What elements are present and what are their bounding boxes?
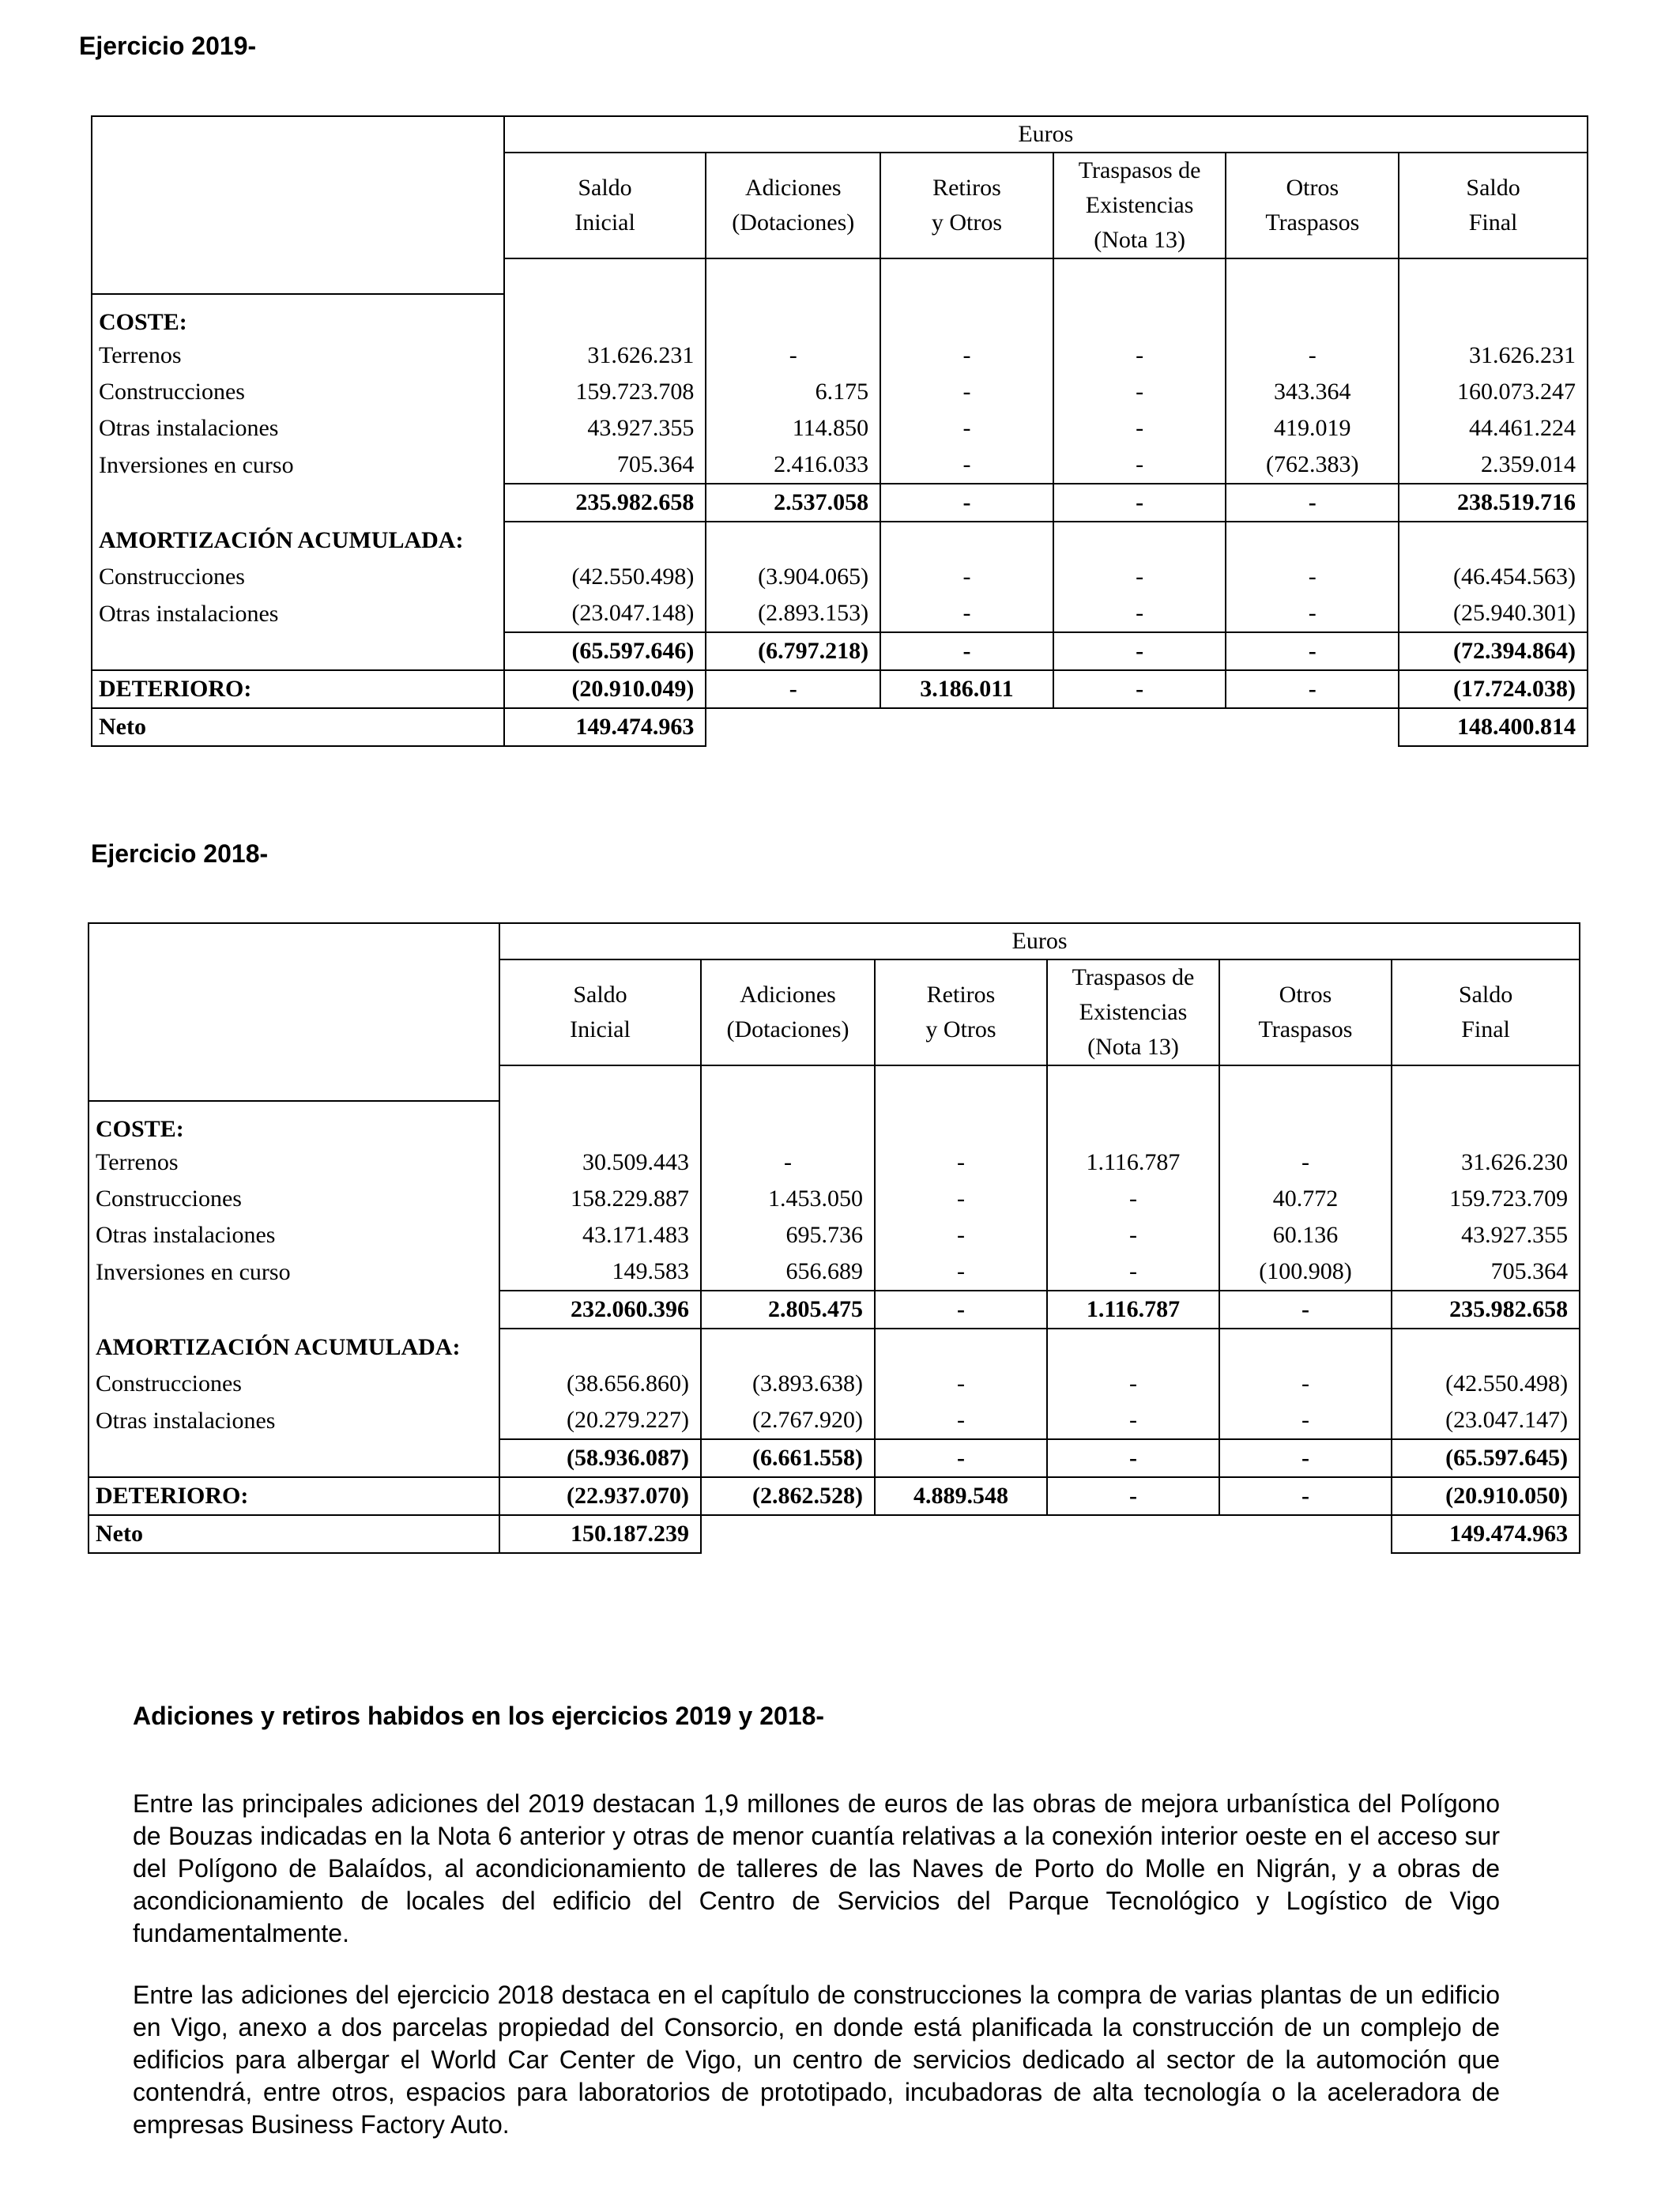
spacer-cell (1219, 1065, 1392, 1101)
value-cell (1392, 1329, 1580, 1366)
value-cell: 40.772 (1219, 1181, 1392, 1217)
section-heading-additions: Adiciones y retiros habidos en los ejercicios 2019 y 2018- (133, 1702, 825, 1730)
column-header-line: Otros (1286, 175, 1339, 201)
coste-row (92, 337, 1588, 374)
column-header-line: Existencias (1085, 192, 1194, 218)
value-cell: - (1053, 559, 1226, 595)
value-cell: - (1053, 410, 1226, 447)
value-cell: (23.047.148) (504, 595, 706, 632)
value-cell (504, 522, 706, 559)
neto-row (92, 708, 1588, 746)
spacer-cell (504, 258, 706, 294)
row-label: Construcciones (89, 1181, 499, 1217)
value-cell: (22.937.070) (499, 1477, 701, 1515)
spacer-cell (1053, 258, 1226, 294)
column-header-line: y Otros (925, 1016, 996, 1042)
column-header-saldo-inicial (504, 153, 706, 258)
value-cell: - (1053, 670, 1226, 708)
value-cell: 2.537.058 (706, 484, 880, 522)
value-cell: - (1219, 1366, 1392, 1402)
column-header-line: (Nota 13) (1087, 1034, 1179, 1060)
row-label: Terrenos (89, 1144, 499, 1181)
column-header-line: Inicial (570, 1016, 631, 1042)
value-cell (1053, 522, 1226, 559)
row-label: Inversiones en curso (92, 447, 504, 484)
column-header-line: Final (1461, 1016, 1510, 1042)
column-header-line: (Dotaciones) (726, 1016, 849, 1042)
amortizacion-row (89, 1402, 1580, 1439)
column-header-saldo-final (1392, 959, 1580, 1065)
value-cell: - (875, 1366, 1047, 1402)
value-cell: 1.453.050 (701, 1181, 875, 1217)
column-header-retiros (875, 959, 1047, 1065)
row-label-empty (92, 484, 504, 522)
value-cell: - (1226, 595, 1399, 632)
value-cell: - (1226, 632, 1399, 670)
column-header-line: Traspasos de (1078, 157, 1201, 183)
value-cell: - (1219, 1144, 1392, 1181)
value-cell (1219, 1329, 1392, 1366)
value-cell: (65.597.646) (504, 632, 706, 670)
coste-row (89, 1217, 1580, 1253)
row-label: Terrenos (92, 337, 504, 374)
section-label-amortizacion: AMORTIZACIÓN ACUMULADA: (89, 1329, 499, 1366)
section-label-amortizacion: AMORTIZACIÓN ACUMULADA: (92, 522, 504, 559)
value-cell (499, 1329, 701, 1366)
column-header-line: Traspasos de (1072, 964, 1195, 990)
value-cell: 30.509.443 (499, 1144, 701, 1181)
column-header-otros-traspasos (1226, 153, 1399, 258)
value-cell: 2.805.475 (701, 1291, 875, 1329)
value-cell: 3.186.011 (880, 670, 1053, 708)
spacer-cell (706, 258, 880, 294)
value-cell: - (1053, 447, 1226, 484)
value-cell: 705.364 (1392, 1253, 1580, 1291)
column-header-line: Saldo (573, 982, 627, 1008)
column-header-adiciones (706, 153, 880, 258)
column-header-saldo-inicial (499, 959, 701, 1065)
value-cell (1392, 1101, 1580, 1144)
header-row (89, 923, 1580, 959)
value-cell: (42.550.498) (504, 559, 706, 595)
value-cell: 31.626.231 (1399, 337, 1588, 374)
spacer-cell (1047, 1065, 1219, 1101)
row-label: Construcciones (92, 374, 504, 410)
neto-blank-cell (701, 1515, 1392, 1553)
column-header-traspasos-existencias (1053, 153, 1226, 258)
value-cell: 343.364 (1226, 374, 1399, 410)
coste-row (92, 410, 1588, 447)
value-cell: - (1219, 1477, 1392, 1515)
row-label: Otras instalaciones (92, 410, 504, 447)
coste-total-row (92, 484, 1588, 522)
value-cell (1047, 1101, 1219, 1144)
column-header-line: (Dotaciones) (732, 209, 855, 236)
coste-row (89, 1253, 1580, 1291)
value-cell: 159.723.709 (1392, 1181, 1580, 1217)
section-header-row (89, 1329, 1580, 1366)
value-cell: 695.736 (701, 1217, 875, 1253)
value-cell: - (880, 484, 1053, 522)
value-cell (499, 1101, 701, 1144)
column-header-line: Inicial (574, 209, 635, 236)
column-header-line: Final (1468, 209, 1518, 236)
value-cell: 235.982.658 (504, 484, 706, 522)
row-label-neto: Neto (92, 708, 504, 746)
row-label: Construcciones (89, 1366, 499, 1402)
value-cell: - (706, 670, 880, 708)
column-header-line: Existencias (1079, 999, 1188, 1025)
value-cell: 114.850 (706, 410, 880, 447)
value-cell: 238.519.716 (1399, 484, 1588, 522)
value-cell: - (875, 1144, 1047, 1181)
amortizacion-row (92, 595, 1588, 632)
neto-final-value: 148.400.814 (1399, 708, 1588, 746)
value-cell: (20.910.049) (504, 670, 706, 708)
value-cell (701, 1329, 875, 1366)
column-header-line: Retiros (932, 175, 1001, 201)
value-cell: (58.936.087) (499, 1439, 701, 1477)
euros-header: Euros (499, 923, 1580, 959)
deterioro-row (89, 1477, 1580, 1515)
value-cell: - (1047, 1253, 1219, 1291)
spacer-cell (880, 258, 1053, 294)
value-cell: (65.597.645) (1392, 1439, 1580, 1477)
column-header-otros-traspasos (1219, 959, 1392, 1065)
value-cell (875, 1101, 1047, 1144)
value-cell: (38.656.860) (499, 1366, 701, 1402)
euros-header: Euros (504, 116, 1588, 153)
neto-final-value: 149.474.963 (1392, 1515, 1580, 1553)
section-label-deterioro: DETERIORO: (92, 670, 504, 708)
value-cell: 158.229.887 (499, 1181, 701, 1217)
fixed-assets-table-2019 (91, 115, 1588, 747)
value-cell: - (1226, 484, 1399, 522)
value-cell: - (1047, 1366, 1219, 1402)
value-cell: - (880, 595, 1053, 632)
value-cell: - (880, 632, 1053, 670)
value-cell: 6.175 (706, 374, 880, 410)
value-cell: - (880, 410, 1053, 447)
value-cell: - (880, 447, 1053, 484)
value-cell (1047, 1329, 1219, 1366)
value-cell: (762.383) (1226, 447, 1399, 484)
value-cell: - (1053, 595, 1226, 632)
value-cell (706, 522, 880, 559)
value-cell (880, 294, 1053, 337)
coste-row (89, 1144, 1580, 1181)
value-cell: - (875, 1217, 1047, 1253)
value-cell: 232.060.396 (499, 1291, 701, 1329)
value-cell: 235.982.658 (1392, 1291, 1580, 1329)
spacer-cell (1226, 258, 1399, 294)
section-label-coste: COSTE: (89, 1101, 499, 1144)
value-cell: 4.889.548 (875, 1477, 1047, 1515)
value-cell: 31.626.231 (504, 337, 706, 374)
amortizacion-row (92, 559, 1588, 595)
value-cell: 705.364 (504, 447, 706, 484)
neto-initial-value: 149.474.963 (504, 708, 706, 746)
paragraph-additions-2018: Entre las adiciones del ejercicio 2018 destaca en el capítulo de construcciones la compra de varias plantas de un edificio en Vigo, anexo a dos parcelas propiedad del Consorcio, en donde está planificada la construcción de un complejo de edificios para albergar el World Car Center de Vigo, un centro de servicios dedicado al sector de la automoción que contendrá, entre otros, espacios para laboratorios de prototipado, incubadoras de alta tecnología o la aceleradora de empresas Business Factory Auto. (133, 1981, 1500, 2139)
value-cell (706, 294, 880, 337)
section-label-deterioro: DETERIORO: (89, 1477, 499, 1515)
neto-initial-value: 150.187.239 (499, 1515, 701, 1553)
heading-2019: Ejercicio 2019- (79, 32, 257, 60)
value-cell: (23.047.147) (1392, 1402, 1580, 1439)
row-label-empty (92, 632, 504, 670)
row-label: Inversiones en curso (89, 1253, 499, 1291)
value-cell: 419.019 (1226, 410, 1399, 447)
spacer-cell (499, 1065, 701, 1101)
row-label: Otras instalaciones (89, 1402, 499, 1439)
value-cell: - (880, 559, 1053, 595)
fixed-assets-table-2018 (88, 922, 1580, 1554)
value-cell (504, 294, 706, 337)
column-header-line: Saldo (1458, 982, 1513, 1008)
value-cell: - (1053, 632, 1226, 670)
value-cell: - (706, 337, 880, 374)
value-cell: 160.073.247 (1399, 374, 1588, 410)
value-cell (1219, 1101, 1392, 1144)
column-header-line: Traspasos (1265, 209, 1360, 236)
value-cell: (2.893.153) (706, 595, 880, 632)
value-cell: (42.550.498) (1392, 1366, 1580, 1402)
column-header-saldo-final (1399, 153, 1588, 258)
value-cell: (2.767.920) (701, 1402, 875, 1439)
neto-row (89, 1515, 1580, 1553)
value-cell: - (1053, 374, 1226, 410)
value-cell (1226, 522, 1399, 559)
value-cell: - (875, 1181, 1047, 1217)
value-cell: - (1226, 559, 1399, 595)
heading-2018: Ejercicio 2018- (91, 839, 269, 868)
coste-row (92, 374, 1588, 410)
section-label-coste: COSTE: (92, 294, 504, 337)
neto-blank-cell (706, 708, 1399, 746)
value-cell: - (1226, 337, 1399, 374)
spacer-cell (1399, 258, 1588, 294)
value-cell: 60.136 (1219, 1217, 1392, 1253)
value-cell: 44.461.224 (1399, 410, 1588, 447)
section-header-row (89, 1101, 1580, 1144)
value-cell (1226, 294, 1399, 337)
value-cell: 2.359.014 (1399, 447, 1588, 484)
value-cell (880, 522, 1053, 559)
value-cell (701, 1101, 875, 1144)
value-cell (1053, 294, 1226, 337)
header-row (92, 116, 1588, 153)
value-cell: (20.910.050) (1392, 1477, 1580, 1515)
value-cell: 159.723.708 (504, 374, 706, 410)
value-cell: (6.797.218) (706, 632, 880, 670)
value-cell: - (1053, 337, 1226, 374)
spacer-cell (1392, 1065, 1580, 1101)
column-header-line: Retiros (926, 982, 996, 1008)
value-cell: 31.626.230 (1392, 1144, 1580, 1181)
paragraph-additions-2019: Entre las principales adiciones del 2019 destacan 1,9 millones de euros de las obras de mejora urbanística del Polígono de Bouzas indicadas en la Nota 6 anterior y otras de menor cuantía relativas a la conexión interior oeste en el acceso sur del Polígono de Balaídos, al acondicionamiento de talleres de las Naves de Porto do Molle en Nigrán, y a obras de acondicionamiento de locales del edificio del Centro de Servicios del Parque Tecnológico y Logístico de Vigo fundamentalmente. (133, 1789, 1500, 1947)
value-cell: (25.940.301) (1399, 595, 1588, 632)
amortizacion-total-row (92, 632, 1588, 670)
coste-total-row (89, 1291, 1580, 1329)
row-label: Construcciones (92, 559, 504, 595)
value-cell (1399, 522, 1588, 559)
value-cell: - (875, 1253, 1047, 1291)
row-label-empty (89, 1291, 499, 1329)
row-label: Otras instalaciones (89, 1217, 499, 1253)
value-cell: - (1219, 1402, 1392, 1439)
value-cell: (6.661.558) (701, 1439, 875, 1477)
value-cell: - (875, 1439, 1047, 1477)
value-cell: - (701, 1144, 875, 1181)
value-cell: - (1047, 1181, 1219, 1217)
value-cell: 1.116.787 (1047, 1144, 1219, 1181)
column-header-retiros (880, 153, 1053, 258)
value-cell (1399, 294, 1588, 337)
value-cell: 656.689 (701, 1253, 875, 1291)
spacer-cell (701, 1065, 875, 1101)
value-cell: - (1053, 484, 1226, 522)
value-cell: - (880, 374, 1053, 410)
column-header-line: Saldo (578, 175, 632, 201)
row-label: Otras instalaciones (92, 595, 504, 632)
row-label-empty (89, 1439, 499, 1477)
section-header-row (92, 522, 1588, 559)
row-label-neto: Neto (89, 1515, 499, 1553)
value-cell: 2.416.033 (706, 447, 880, 484)
value-cell: 43.171.483 (499, 1217, 701, 1253)
value-cell: - (1047, 1439, 1219, 1477)
column-header-line: Adiciones (740, 982, 836, 1008)
column-header-line: y Otros (931, 209, 1003, 236)
header-blank-cell (89, 923, 499, 1101)
column-header-line: Otros (1279, 982, 1332, 1008)
coste-row (89, 1181, 1580, 1217)
value-cell: - (880, 337, 1053, 374)
value-cell: (17.724.038) (1399, 670, 1588, 708)
spacer-cell (875, 1065, 1047, 1101)
value-cell: - (1219, 1291, 1392, 1329)
amortizacion-total-row (89, 1439, 1580, 1477)
value-cell: (72.394.864) (1399, 632, 1588, 670)
column-header-traspasos-existencias (1047, 959, 1219, 1065)
value-cell: (2.862.528) (701, 1477, 875, 1515)
coste-row (92, 447, 1588, 484)
value-cell: (20.279.227) (499, 1402, 701, 1439)
value-cell: (3.893.638) (701, 1366, 875, 1402)
value-cell: 43.927.355 (504, 410, 706, 447)
value-cell: 1.116.787 (1047, 1291, 1219, 1329)
value-cell: 149.583 (499, 1253, 701, 1291)
value-cell: 43.927.355 (1392, 1217, 1580, 1253)
header-blank-cell (92, 116, 504, 294)
value-cell: - (1219, 1439, 1392, 1477)
deterioro-row (92, 670, 1588, 708)
amortizacion-row (89, 1366, 1580, 1402)
value-cell: (46.454.563) (1399, 559, 1588, 595)
column-header-adiciones (701, 959, 875, 1065)
column-header-line: Saldo (1466, 175, 1520, 201)
value-cell (875, 1329, 1047, 1366)
column-header-line: (Nota 13) (1094, 227, 1186, 253)
column-header-line: Traspasos (1258, 1016, 1353, 1042)
section-header-row (92, 294, 1588, 337)
value-cell: (3.904.065) (706, 559, 880, 595)
value-cell: - (875, 1291, 1047, 1329)
value-cell: - (1047, 1477, 1219, 1515)
value-cell: - (1047, 1402, 1219, 1439)
value-cell: - (1047, 1217, 1219, 1253)
column-header-line: Adiciones (744, 175, 842, 201)
value-cell: - (875, 1402, 1047, 1439)
value-cell: - (1226, 670, 1399, 708)
value-cell: (100.908) (1219, 1253, 1392, 1291)
